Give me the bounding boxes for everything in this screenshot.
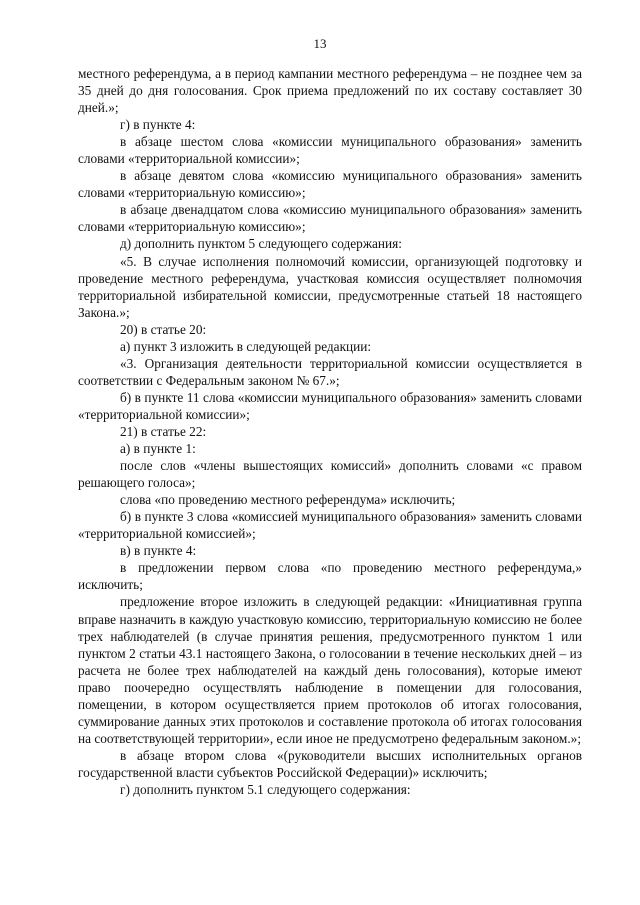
paragraph: б) в пункте 11 слова «комиссии муниципального образования» заменить словами «территориальной комиссии»; — [78, 389, 582, 422]
paragraph: г) дополнить пунктом 5.1 следующего содержания: — [120, 781, 411, 797]
paragraph: в) в пункте 4: — [120, 543, 197, 559]
paragraph: в абзаце втором слова «(руководители высших исполнительных органов государственной власти субъектов Российской Федерации)» исключить; — [78, 747, 582, 780]
paragraph: в предложении первом слова «по проведению местного референдума,» исключить; — [78, 560, 582, 593]
page-number: 13 — [313, 36, 327, 51]
paragraph: в абзаце девятом слова «комиссию муниципального образования» заменить словами «территориальную комиссию»; — [78, 168, 582, 201]
paragraph: «5. В случае исполнения полномочий комиссии, организующей подготовку и проведение местного референдума, участковая комиссия осуществляет полномочия территориальной избирательной комиссии, предусмотренные статьей 18 настоящего Закона.»; — [78, 253, 582, 320]
paragraph: в абзаце двенадцатом слова «комиссию муниципального образования» заменить словами «территориальную комиссию»; — [78, 202, 582, 235]
paragraph: д) дополнить пунктом 5 следующего содержания: — [120, 236, 402, 252]
paragraph: в абзаце шестом слова «комиссии муниципального образования» заменить словами «территориальной комиссии»; — [78, 134, 582, 167]
paragraph: слова «по проведению местного референдума» исключить; — [120, 492, 456, 508]
paragraph: предложение второе изложить в следующей редакции: «Инициативная группа вправе назначить в каждую участковую комиссию, территориальную комиссию не более трех наблюдателей (в случае принятия решения, предусмотренного пунктом 1 или пунктом 2 статьи 43.1 настоящего Закона, о голосовании в течение нескольких дней – из расчета не более трех наблюдателей на каждый день голосования), которые имеют право поочередно осуществлять наблюдение в помещении для голосования, помещении, в котором осуществляется прием протоколов об итогах голосования, суммирование данных этих протоколов и составление протокола об итогах голосования на соответствующей территории», если иное не предусмотрено федеральным законом.»; — [78, 594, 582, 746]
paragraph: после слов «члены вышестоящих комиссий» дополнить словами «с правом решающего голоса»; — [78, 458, 582, 491]
document-body — [78, 65, 582, 798]
paragraph: а) пункт 3 изложить в следующей редакции: — [120, 338, 372, 354]
paragraph: а) в пункте 1: — [120, 441, 196, 457]
paragraph: «3. Организация деятельности территориальной комиссии осуществляется в соответствии с Федеральным законом № 67.»; — [78, 355, 582, 388]
paragraph: 21) в статье 22: — [120, 423, 207, 439]
paragraph: г) в пункте 4: — [120, 117, 196, 133]
paragraph: местного референдума, а в период кампании местного референдума – не позднее чем за 35 дней до дня голосования. Срок приема предложений по их составу составляет 30 дней.»; — [78, 66, 582, 116]
paragraph: 20) в статье 20: — [120, 321, 207, 337]
paragraph: б) в пункте 3 слова «комиссией муниципального образования» заменить словами «территориальной комиссией»; — [78, 509, 582, 542]
